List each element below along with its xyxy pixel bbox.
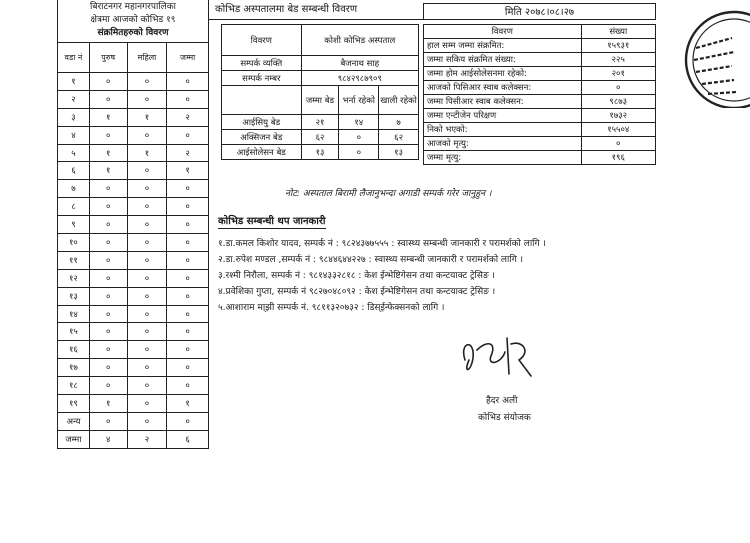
ward-row [58, 90, 209, 108]
ward-header-cell: वडा नं [58, 43, 90, 73]
ward-cell: ० [89, 341, 127, 359]
ward-row [58, 216, 209, 234]
summary-header-row [424, 25, 656, 39]
signatory-title: कोभिड संयोजक [478, 413, 531, 423]
ward-cell: ० [167, 359, 209, 377]
ward-cell: ० [167, 234, 209, 252]
summary-label: आजको पिसिआर स्वाब कलेक्सन: [424, 81, 582, 95]
ward-cell: २ [167, 144, 209, 162]
summary-row [424, 123, 656, 137]
ward-title-line: क्षेत्रमा आजको कोभिड १९ [90, 15, 176, 25]
ward-cell: ० [167, 269, 209, 287]
info-line: ४.प्रवेशिका गुप्ता, सम्पर्क नं ९८२७०४८०९२ : केश ईन्भेष्टिगेसन तथा कन्टयाक्ट ट्रेसिङ । [218, 287, 496, 297]
summary-count: १५५०४ [581, 123, 656, 137]
ward-cell: ० [89, 73, 127, 91]
bed-count: १३ [301, 145, 339, 160]
ward-table [57, 42, 209, 449]
contact-person-label: सम्पर्क व्यक्ति [222, 56, 302, 71]
bed-type: आईसोलेसन बेड [222, 145, 302, 160]
summary-header-label: विवरण [424, 25, 582, 39]
ward-cell: जम्मा [58, 430, 90, 448]
ward-row [58, 287, 209, 305]
ward-row [58, 144, 209, 162]
bed-header-admitted: भर्ना रहेको [339, 86, 379, 115]
summary-count: १५९३१ [581, 39, 656, 53]
ward-cell: ० [89, 234, 127, 252]
bed-type: अक्सिजन बेड [222, 130, 302, 145]
ward-cell: २ [167, 108, 209, 126]
summary-label: जम्मा मृत्यु: [424, 151, 582, 165]
ward-cell: ० [89, 216, 127, 234]
hospital-note: नोट: अस्पताल बिरामी लैजानुभन्दा अगाडी सम्पर्क गरेर जानुहुन । [285, 189, 492, 199]
summary-row [424, 137, 656, 151]
ward-row [58, 377, 209, 395]
ward-cell: १ [127, 108, 167, 126]
summary-count: १९६ [581, 151, 656, 165]
ward-cell: ० [127, 251, 167, 269]
ward-cell: ० [167, 377, 209, 395]
ward-cell: १० [58, 234, 90, 252]
ward-cell: २ [127, 430, 167, 448]
ward-cell: ६ [58, 162, 90, 180]
summary-count: ९८७३ [581, 95, 656, 109]
ward-row [58, 162, 209, 180]
ward-cell: ० [167, 216, 209, 234]
ward-row [58, 269, 209, 287]
ward-cell: ० [127, 162, 167, 180]
summary-header-count: संख्या [581, 25, 656, 39]
ward-cell: ० [127, 323, 167, 341]
ward-cell: १ [89, 144, 127, 162]
ward-row [58, 359, 209, 377]
bed-header-total: जम्मा बेड [301, 86, 339, 115]
ward-cell: अन्य [58, 412, 90, 430]
ward-row [58, 430, 209, 448]
ward-cell: ६ [167, 430, 209, 448]
ward-cell: ० [89, 251, 127, 269]
bed-row [222, 145, 419, 160]
ward-cell: ० [127, 287, 167, 305]
bed-row [222, 115, 419, 130]
ward-cell: १ [58, 73, 90, 91]
ward-cell: ११ [58, 251, 90, 269]
info-line: २.डा.रुपेश मण्डल ,सम्पर्क नं : ९८४४६४४२२७ : स्वास्थ्य सम्बन्धी जानकारी र परामर्शको लागि । [218, 255, 524, 265]
bed-count: ७ [379, 115, 419, 130]
ward-cell: ० [167, 126, 209, 144]
ward-cell: ० [127, 216, 167, 234]
ward-row [58, 412, 209, 430]
signature-image [457, 330, 537, 385]
office-stamp-image [672, 8, 750, 108]
ward-cell: ४ [58, 126, 90, 144]
contact-person: बैजनाथ साह [301, 56, 418, 71]
contact-number: ९८४२९८७९०९ [301, 71, 418, 86]
bed-type: आईसियु बेड [222, 115, 302, 130]
ward-row [58, 234, 209, 252]
summary-count: ० [581, 137, 656, 151]
summary-label: जम्मा सकिय संक्रमित संख्या: [424, 53, 582, 67]
ward-cell: ० [167, 305, 209, 323]
summary-count: ० [581, 81, 656, 95]
ward-cell: १ [89, 395, 127, 413]
contact-person-row [222, 56, 419, 71]
ward-cell: ० [127, 234, 167, 252]
ward-header-cell: जम्मा [167, 43, 209, 73]
summary-label: निको भएको: [424, 123, 582, 137]
summary-row [424, 53, 656, 67]
ward-row [58, 198, 209, 216]
ward-cell: ० [127, 305, 167, 323]
ward-cell: १ [89, 162, 127, 180]
summary-label: हाल सम्म जम्मा संक्रमित: [424, 39, 582, 53]
ward-title-line: बिराटनगर महानगरपालिका [90, 2, 176, 12]
bed-count: ६२ [301, 130, 339, 145]
hospital-section-title: कोभिड अस्पतालमा बेड सम्बन्धी विवरण [209, 0, 423, 20]
ward-cell: ० [127, 198, 167, 216]
ward-cell: १५ [58, 323, 90, 341]
ward-cell: १ [167, 162, 209, 180]
ward-cell: ० [89, 287, 127, 305]
ward-panel [57, 0, 209, 449]
ward-cell: ० [89, 269, 127, 287]
bed-count: १३ [379, 145, 419, 160]
summary-table [423, 24, 656, 165]
summary-count: २२५ [581, 53, 656, 67]
ward-cell: ० [127, 412, 167, 430]
summary-label: जम्मा पिसीआर स्वाब कलेक्सन: [424, 95, 582, 109]
hospital-bed-table [221, 24, 419, 160]
summary-row [424, 109, 656, 123]
ward-cell: १२ [58, 269, 90, 287]
summary-row [424, 81, 656, 95]
bed-count: २१ [301, 115, 339, 130]
ward-header-cell: पुरुष [89, 43, 127, 73]
bed-row [222, 130, 419, 145]
ward-row [58, 323, 209, 341]
info-line: १.डा.कमल किशोर यादव, सम्पर्क नं : ९८२४३७७५५५ : स्वास्थ्य सम्बन्धी जानकारी र परामर्शको लागि । [218, 239, 546, 249]
ward-cell: ० [167, 73, 209, 91]
info-heading: कोभिड सम्बन्धी थप जानकारी [218, 213, 326, 229]
ward-cell: १८ [58, 377, 90, 395]
ward-cell: ० [89, 126, 127, 144]
bed-count: १४ [339, 115, 379, 130]
ward-row [58, 126, 209, 144]
ward-cell: ५ [58, 144, 90, 162]
ward-cell: ४ [89, 430, 127, 448]
ward-cell: १९ [58, 395, 90, 413]
ward-cell: ९ [58, 216, 90, 234]
ward-cell: १४ [58, 305, 90, 323]
ward-cell: ० [127, 341, 167, 359]
summary-label: जम्मा एन्टीजेन परिक्षण [424, 109, 582, 123]
summary-row [424, 95, 656, 109]
ward-cell: ० [127, 377, 167, 395]
hospital-col-label: विवरण [222, 25, 302, 56]
contact-number-label: सम्पर्क नम्बर [222, 71, 302, 86]
info-line: ३.रश्मी निरौला, सम्पर्क नं : ९८१४३३२८१८ : केश ईन्भेष्टिगेसन तथा कन्टयाक्ट ट्रेसिङ । [218, 271, 495, 281]
ward-cell: ० [89, 412, 127, 430]
ward-cell: ० [127, 359, 167, 377]
bed-header-row [222, 86, 419, 115]
ward-header-cell: महिला [127, 43, 167, 73]
ward-cell: १ [127, 144, 167, 162]
ward-cell: ० [167, 323, 209, 341]
summary-count: २०१ [581, 67, 656, 81]
ward-cell: १७ [58, 359, 90, 377]
ward-row [58, 108, 209, 126]
ward-row [58, 73, 209, 91]
info-line: ५.आशाराम मा्झी सम्पर्क नं. ९८११३२०७३२ : डिस्ईन्फेक्सनको लागि । [218, 303, 445, 313]
ward-cell: ० [167, 287, 209, 305]
ward-cell: ० [167, 180, 209, 198]
ward-cell: ० [127, 395, 167, 413]
ward-cell: ० [127, 269, 167, 287]
summary-count: १७३२ [581, 109, 656, 123]
ward-cell: ० [167, 198, 209, 216]
ward-cell: ० [127, 90, 167, 108]
ward-cell: ० [89, 180, 127, 198]
ward-cell: ० [89, 90, 127, 108]
bed-header-vacant: खाली रहेको [379, 86, 419, 115]
ward-cell: १ [89, 108, 127, 126]
ward-cell: ३ [58, 108, 90, 126]
ward-cell: ० [167, 90, 209, 108]
ward-cell: ८ [58, 198, 90, 216]
summary-label: आजको मृत्यु: [424, 137, 582, 151]
bed-count: ६२ [379, 130, 419, 145]
bed-count: ० [339, 130, 379, 145]
ward-cell: ० [167, 412, 209, 430]
hospital-header-row [222, 25, 419, 56]
bed-count: ० [339, 145, 379, 160]
ward-cell: १ [167, 395, 209, 413]
ward-row [58, 251, 209, 269]
ward-cell: ० [89, 323, 127, 341]
ward-cell: ७ [58, 180, 90, 198]
ward-cell: ० [127, 180, 167, 198]
ward-cell: ० [89, 359, 127, 377]
summary-row [424, 39, 656, 53]
ward-cell: ० [89, 305, 127, 323]
ward-cell: ० [167, 251, 209, 269]
summary-row [424, 67, 656, 81]
ward-cell: ० [89, 377, 127, 395]
ward-cell: १६ [58, 341, 90, 359]
ward-row [58, 305, 209, 323]
report-date: मिति २०७८।०८।२७ [423, 3, 656, 20]
ward-row [58, 341, 209, 359]
ward-header-row [58, 43, 209, 73]
ward-cell: ० [167, 341, 209, 359]
ward-row [58, 395, 209, 413]
ward-cell: २ [58, 90, 90, 108]
contact-number-row [222, 71, 419, 86]
ward-panel-title [57, 0, 209, 42]
ward-cell: ० [127, 73, 167, 91]
ward-cell: १३ [58, 287, 90, 305]
ward-row [58, 180, 209, 198]
signatory-name: हैदर अली [486, 396, 518, 406]
ward-cell: ० [127, 126, 167, 144]
summary-label: जम्मा होम आईसोलेसनमा रहेको: [424, 67, 582, 81]
ward-cell: ० [89, 198, 127, 216]
summary-row [424, 151, 656, 165]
hospital-name: कोशी कोभिड अस्पताल [301, 25, 418, 56]
ward-title-line: संक्रमितहरुको विवरण [97, 28, 169, 38]
